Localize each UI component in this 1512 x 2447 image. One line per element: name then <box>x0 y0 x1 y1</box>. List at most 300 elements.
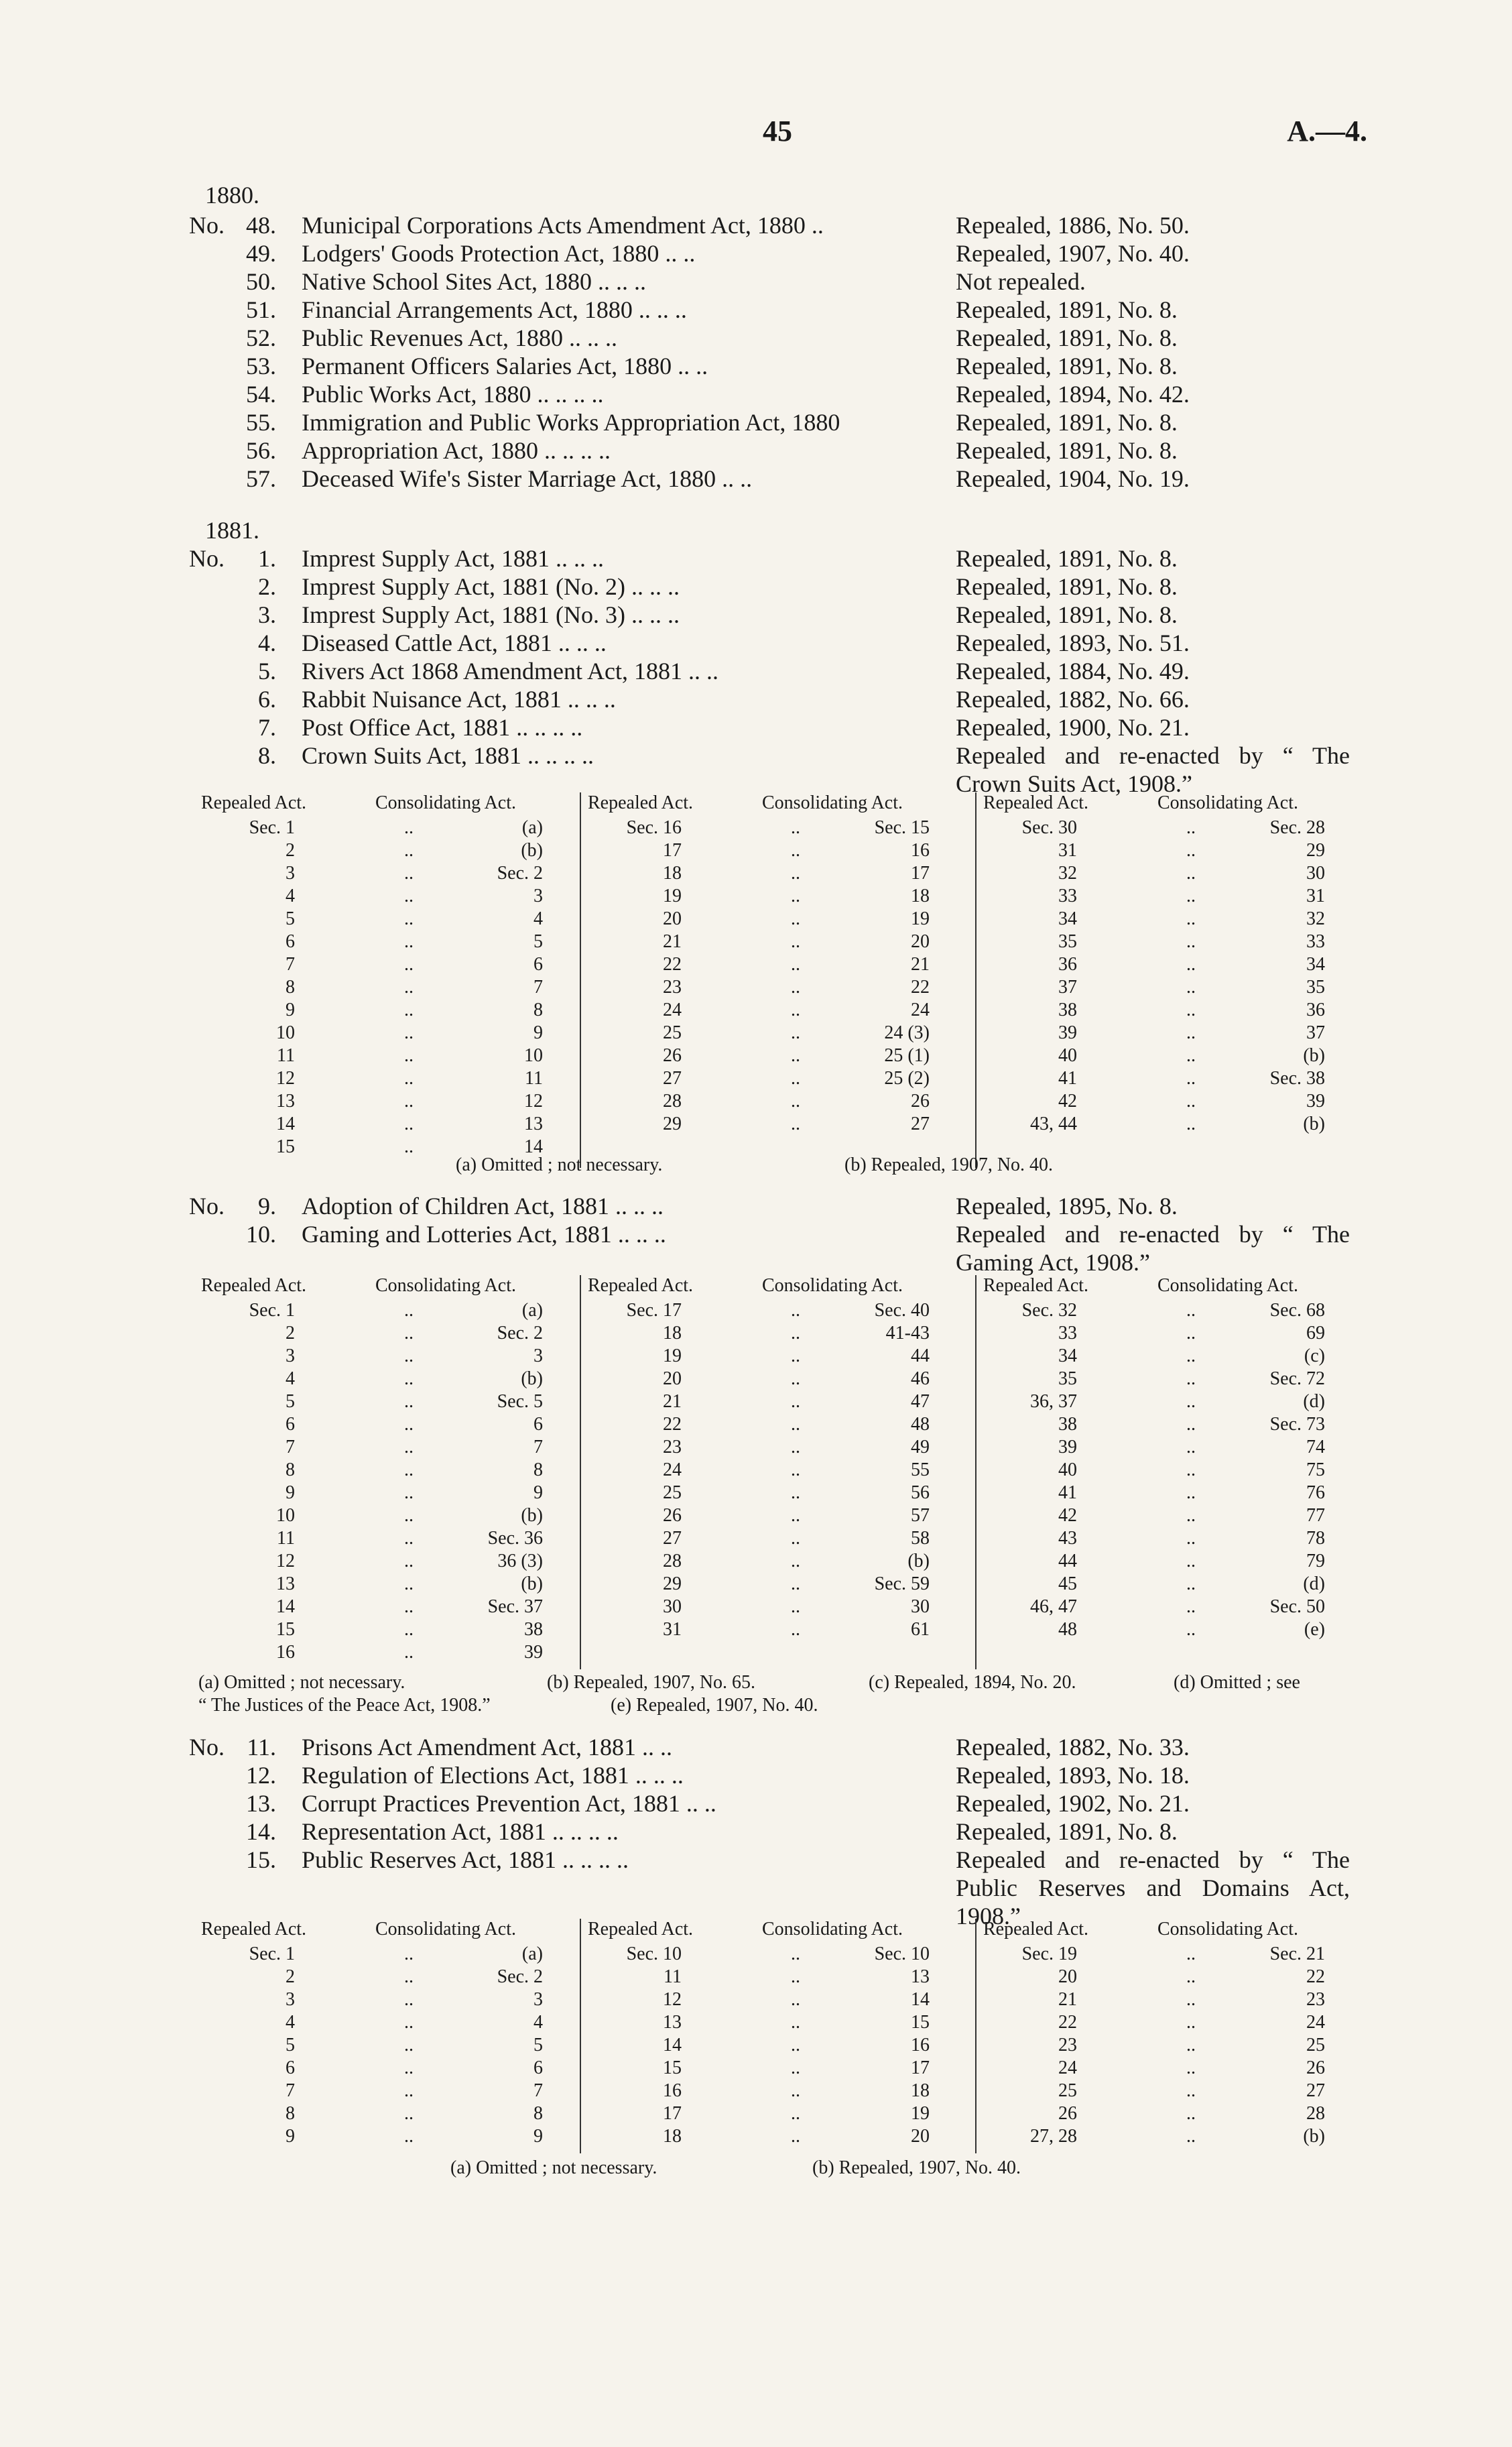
act-status: Repealed, 1894, No. 42. <box>956 381 1190 408</box>
consolidating-section: Sec. 38 <box>1269 1068 1325 1089</box>
consolidating-act-header: Consolidating Act. <box>762 1275 903 1296</box>
consolidating-section: 39 <box>524 1642 543 1663</box>
leader-dots: .. <box>791 1966 800 1987</box>
act-entry <box>189 408 1355 436</box>
table-note-b: (b) Repealed, 1907, No. 40. <box>844 1154 1054 1175</box>
leader-dots: .. <box>1186 2103 1196 2124</box>
act-number: 15. <box>246 1846 276 1873</box>
table-row <box>976 931 1355 953</box>
act-status: Repealed, 1891, No. 8. <box>956 1818 1178 1845</box>
consolidating-section: 39 <box>1306 1091 1325 1112</box>
consolidating-section: (b) <box>1303 2126 1325 2147</box>
repealed-section: 40 <box>1058 1459 1077 1480</box>
consolidating-section: 3 <box>533 1989 543 2010</box>
act-entry <box>189 713 1355 741</box>
consolidating-section: (a) <box>521 1300 543 1321</box>
leader-dots: .. <box>791 1391 800 1412</box>
leader-dots: .. <box>791 1323 800 1344</box>
repealed-section: Sec. 1 <box>249 1944 295 1964</box>
act-title: Native School Sites Act, 1880 .. .. .. <box>302 268 646 295</box>
table-row <box>194 1550 570 1572</box>
repealed-section: 20 <box>1058 1966 1077 1987</box>
act-entry <box>189 1220 1355 1276</box>
table-row <box>976 999 1355 1021</box>
leader-dots: .. <box>791 1000 800 1020</box>
table-row <box>976 1618 1355 1640</box>
leader-dots: .. <box>1186 1368 1196 1389</box>
act-title: Rivers Act 1868 Amendment Act, 1881 .. .. <box>302 658 718 684</box>
repealed-section: 28 <box>663 1091 682 1112</box>
table-row <box>194 1090 570 1112</box>
consolidating-section: 32 <box>1306 908 1325 929</box>
act-number: 51. <box>246 296 276 323</box>
repealed-section: 25 <box>1058 2080 1077 2101</box>
repealed-section: 22 <box>663 1414 682 1435</box>
repealed-section: 6 <box>286 2057 295 2078</box>
leader-dots: .. <box>1186 1596 1196 1617</box>
act-no-label: No. <box>189 1193 225 1219</box>
consolidating-section: 22 <box>911 977 930 998</box>
repealed-section: 27 <box>663 1528 682 1549</box>
table-column <box>580 1275 966 1669</box>
table-row <box>581 1482 966 1504</box>
leader-dots: .. <box>404 886 414 906</box>
table-note-a: (a) Omitted ; not necessary. <box>198 1672 405 1693</box>
leader-dots: .. <box>1186 931 1196 952</box>
consolidating-section: (b) <box>521 1505 543 1526</box>
table-row <box>194 976 570 998</box>
table-row <box>976 1436 1355 1458</box>
repealed-section: 5 <box>286 1391 295 1412</box>
table-row <box>976 862 1355 884</box>
leader-dots: .. <box>1186 1573 1196 1594</box>
leader-dots: .. <box>1186 977 1196 998</box>
repealed-section: 2 <box>286 1323 295 1344</box>
leader-dots: .. <box>791 2080 800 2101</box>
repealed-section: 15 <box>276 1619 295 1640</box>
leader-dots: .. <box>791 931 800 952</box>
leader-dots: .. <box>404 1966 414 1987</box>
consolidating-section: 14 <box>911 1989 930 2010</box>
repealed-section: Sec. 19 <box>1021 1944 1077 1964</box>
consolidating-section: 8 <box>533 1459 543 1480</box>
table-column <box>194 1919 570 2153</box>
act-number: 54. <box>246 381 276 408</box>
table-row <box>194 1459 570 1481</box>
act-entry <box>189 465 1355 493</box>
act-number: 2. <box>258 573 276 600</box>
table-row <box>194 1988 570 2011</box>
consolidating-section: 41-43 <box>885 1323 930 1344</box>
table-column <box>194 792 570 1168</box>
act-title: Public Reserves Act, 1881 .. .. .. .. <box>302 1846 629 1873</box>
table-row <box>976 1459 1355 1481</box>
leader-dots: .. <box>1186 1114 1196 1134</box>
act-number: 1. <box>258 545 276 572</box>
act-number: 49. <box>246 240 276 267</box>
repealed-section: 20 <box>663 1368 682 1389</box>
consolidating-section: 9 <box>533 2126 543 2147</box>
leader-dots: .. <box>404 1642 414 1663</box>
table-row <box>194 1573 570 1595</box>
leader-dots: .. <box>404 1596 414 1617</box>
leader-dots: .. <box>1186 1068 1196 1089</box>
table-row <box>976 2011 1355 2033</box>
repealed-section: 24 <box>1058 2057 1077 2078</box>
table-row <box>194 1345 570 1367</box>
consolidating-section: 11 <box>525 1068 543 1089</box>
consolidating-section: 8 <box>533 2103 543 2124</box>
leader-dots: .. <box>404 863 414 884</box>
acts-list-1880 <box>189 211 1355 493</box>
repealed-section: 27 <box>663 1068 682 1089</box>
repealed-section: 14 <box>663 2035 682 2055</box>
act-entry <box>189 211 1355 239</box>
table-row <box>194 1641 570 1663</box>
table-row <box>581 2057 966 2079</box>
act-title: Gaming and Lotteries Act, 1881 .. .. .. <box>302 1221 666 1248</box>
crown-suits-section-table <box>194 792 1354 1168</box>
repealed-section: Sec. 10 <box>626 1944 682 1964</box>
leader-dots: .. <box>1186 1944 1196 1964</box>
table-column <box>975 1275 1355 1669</box>
table-note-b: (b) Repealed, 1907, No. 40. <box>812 2157 1021 2178</box>
leader-dots: .. <box>791 1091 800 1112</box>
act-number: 11. <box>247 1734 276 1760</box>
leader-dots: .. <box>1186 1619 1196 1640</box>
table-row <box>581 1618 966 1640</box>
consolidating-section: 26 <box>1306 2057 1325 2078</box>
leader-dots: .. <box>404 1573 414 1594</box>
consolidating-section: 15 <box>911 2012 930 2033</box>
table-row <box>194 931 570 953</box>
leader-dots: .. <box>404 2126 414 2147</box>
leader-dots: .. <box>1186 1391 1196 1412</box>
table-row <box>976 1943 1355 1965</box>
leader-dots: .. <box>791 1505 800 1526</box>
act-number: 5. <box>258 658 276 684</box>
act-status: Repealed, 1895, No. 8. <box>956 1193 1178 1219</box>
consolidating-section: (b) <box>907 1551 930 1571</box>
repealed-section: 33 <box>1058 886 1077 906</box>
consolidating-section: 27 <box>1306 2080 1325 2101</box>
consolidating-section: 47 <box>911 1391 930 1412</box>
consolidating-section: Sec. 28 <box>1269 817 1325 838</box>
consolidating-section: 78 <box>1306 1528 1325 1549</box>
leader-dots: .. <box>404 1022 414 1043</box>
consolidating-section: 36 <box>1306 1000 1325 1020</box>
leader-dots: .. <box>1186 886 1196 906</box>
act-entry <box>189 352 1355 380</box>
leader-dots: .. <box>1186 1022 1196 1043</box>
consolidating-section: 26 <box>911 1091 930 1112</box>
leader-dots: .. <box>791 908 800 929</box>
leader-dots: .. <box>1186 2126 1196 2147</box>
act-title: Representation Act, 1881 .. .. .. .. <box>302 1818 619 1845</box>
table-row <box>194 1113 570 1135</box>
table-row <box>976 2102 1355 2125</box>
act-entry <box>189 573 1355 601</box>
leader-dots: .. <box>791 1437 800 1457</box>
leader-dots: .. <box>1186 2057 1196 2078</box>
act-number: 9. <box>258 1193 276 1219</box>
repealed-section: 36 <box>1058 954 1077 975</box>
table-row <box>581 1045 966 1067</box>
leader-dots: .. <box>1186 1459 1196 1480</box>
consolidating-section: (b) <box>521 1368 543 1389</box>
repealed-section: 15 <box>663 2057 682 2078</box>
acts-list-1881-part-2 <box>189 1192 1355 1276</box>
table-row <box>976 2125 1355 2147</box>
repealed-section: 19 <box>663 886 682 906</box>
act-status: Repealed, 1893, No. 51. <box>956 630 1190 656</box>
repealed-section: 12 <box>663 1989 682 2010</box>
act-number: 57. <box>246 465 276 492</box>
leader-dots: .. <box>1186 840 1196 861</box>
table-row <box>976 953 1355 975</box>
consolidating-section: 10 <box>524 1045 543 1066</box>
table-row <box>194 1390 570 1413</box>
consolidating-act-header: Consolidating Act. <box>375 1275 516 1296</box>
consolidating-section: (a) <box>521 1944 543 1964</box>
leader-dots: .. <box>791 1300 800 1321</box>
table-column-header <box>976 1275 1355 1298</box>
leader-dots: .. <box>1186 2080 1196 2101</box>
table-row <box>194 862 570 884</box>
leader-dots: .. <box>791 2103 800 2124</box>
table-note-b: (b) Repealed, 1907, No. 65. <box>547 1672 756 1693</box>
table-column-header <box>581 792 966 815</box>
consolidating-section: Sec. 68 <box>1269 1300 1325 1321</box>
consolidating-section: 36 (3) <box>497 1551 543 1571</box>
table-column <box>580 1919 966 2153</box>
table-row <box>581 1090 966 1112</box>
act-number: 7. <box>258 714 276 741</box>
consolidating-section: 33 <box>1306 931 1325 952</box>
table-row <box>581 1943 966 1965</box>
consolidating-act-header: Consolidating Act. <box>375 1919 516 1939</box>
consolidating-section: 16 <box>911 2035 930 2055</box>
table-row <box>194 1067 570 1089</box>
act-number: 12. <box>246 1762 276 1789</box>
table-row <box>581 1113 966 1135</box>
consolidating-section: 61 <box>911 1619 930 1640</box>
table-row <box>976 1390 1355 1413</box>
table-row <box>976 1090 1355 1112</box>
leader-dots: .. <box>404 1068 414 1089</box>
leader-dots: .. <box>791 954 800 975</box>
leader-dots: .. <box>1186 2012 1196 2033</box>
consolidating-section: 20 <box>911 931 930 952</box>
leader-dots: .. <box>404 1114 414 1134</box>
table-row <box>976 1527 1355 1549</box>
repealed-section: 5 <box>286 2035 295 2055</box>
act-status: Repealed, 1882, No. 66. <box>956 686 1190 713</box>
consolidating-section: Sec. 2 <box>497 1323 543 1344</box>
repealed-section: 31 <box>1058 840 1077 861</box>
leader-dots: .. <box>404 1391 414 1412</box>
leader-dots: .. <box>404 817 414 838</box>
consolidating-section: 48 <box>911 1414 930 1435</box>
table-column-header <box>194 792 570 815</box>
table-row <box>194 999 570 1021</box>
table-row <box>976 1596 1355 1618</box>
leader-dots: .. <box>791 1551 800 1571</box>
table-row <box>976 1368 1355 1390</box>
leader-dots: .. <box>1186 954 1196 975</box>
act-entry <box>189 657 1355 685</box>
table-row <box>976 1504 1355 1527</box>
consolidating-section: 21 <box>911 954 930 975</box>
table-row <box>194 2057 570 2079</box>
table-row <box>581 1550 966 1572</box>
act-status: Repealed and re-enacted by “ The Public Reserves and Domains Act, 1908.” <box>956 1846 1350 1929</box>
act-title: Appropriation Act, 1880 .. .. .. .. <box>302 437 611 464</box>
repealed-section: 40 <box>1058 1045 1077 1066</box>
leader-dots: .. <box>1186 1989 1196 2010</box>
table-column-header <box>194 1919 570 1942</box>
table-row <box>194 1022 570 1044</box>
table-row <box>581 1345 966 1367</box>
leader-dots: .. <box>791 1045 800 1066</box>
consolidating-section: (c) <box>1304 1346 1325 1366</box>
consolidating-section: 30 <box>911 1596 930 1617</box>
repealed-section: 4 <box>286 1368 295 1389</box>
consolidating-section: 8 <box>533 1000 543 1020</box>
consolidating-section: 16 <box>911 840 930 861</box>
leader-dots: .. <box>1186 1482 1196 1503</box>
leader-dots: .. <box>791 2035 800 2055</box>
table-row <box>976 1966 1355 1988</box>
repealed-section: 42 <box>1058 1505 1077 1526</box>
leader-dots: .. <box>791 1528 800 1549</box>
leader-dots: .. <box>1186 1091 1196 1112</box>
leader-dots: .. <box>791 840 800 861</box>
act-number: 50. <box>246 268 276 295</box>
repealed-section: Sec. 30 <box>1021 817 1077 838</box>
consolidating-section: 24 <box>1306 2012 1325 2033</box>
table-row <box>194 839 570 861</box>
act-entry <box>189 324 1355 352</box>
act-entry <box>189 629 1355 657</box>
table-row <box>976 1573 1355 1595</box>
repealed-section: 25 <box>663 1482 682 1503</box>
repealed-section: 36, 37 <box>1030 1391 1077 1412</box>
consolidating-section: 14 <box>524 1136 543 1157</box>
repealed-section: 27, 28 <box>1030 2126 1077 2147</box>
consolidating-section: 37 <box>1306 1022 1325 1043</box>
repealed-section: 3 <box>286 863 295 884</box>
consolidating-section: 29 <box>1306 840 1325 861</box>
act-entry <box>189 741 1355 798</box>
leader-dots: .. <box>791 1068 800 1089</box>
leader-dots: .. <box>404 1414 414 1435</box>
table-row <box>581 931 966 953</box>
table-row <box>194 885 570 907</box>
table-row <box>976 908 1355 930</box>
act-title: Imprest Supply Act, 1881 (No. 2) .. .. .. <box>302 573 680 600</box>
table-row <box>976 1322 1355 1344</box>
repealed-section: 14 <box>276 1114 295 1134</box>
repealed-section: 3 <box>286 1346 295 1366</box>
leader-dots: .. <box>404 954 414 975</box>
act-number: 55. <box>246 409 276 436</box>
consolidating-section: 25 (1) <box>884 1045 930 1066</box>
consolidating-section: Sec. 40 <box>874 1300 930 1321</box>
repealed-section: 34 <box>1058 1346 1077 1366</box>
table-row <box>976 976 1355 998</box>
consolidating-section: 13 <box>524 1114 543 1134</box>
leader-dots: .. <box>404 1323 414 1344</box>
table-row <box>581 2080 966 2102</box>
consolidating-section: Sec. 2 <box>497 863 543 884</box>
repealed-section: Sec. 1 <box>249 1300 295 1321</box>
table-row <box>194 817 570 839</box>
repealed-section: 21 <box>1058 1989 1077 2010</box>
consolidating-section: 6 <box>533 954 543 975</box>
repealed-act-header: Repealed Act. <box>983 1275 1089 1296</box>
repealed-section: 7 <box>286 954 295 975</box>
consolidating-section: Sec. 5 <box>497 1391 543 1412</box>
leader-dots: .. <box>404 1944 414 1964</box>
table-column-header <box>976 792 1355 815</box>
repealed-section: 12 <box>276 1551 295 1571</box>
repealed-section: 16 <box>276 1642 295 1663</box>
repealed-section: 26 <box>1058 2103 1077 2124</box>
repealed-section: 9 <box>286 1000 295 1020</box>
table-row <box>581 1368 966 1390</box>
table-row <box>976 817 1355 839</box>
table-row <box>581 1988 966 2011</box>
table-row <box>976 1345 1355 1367</box>
repealed-section: 23 <box>1058 2035 1077 2055</box>
table-row <box>976 1113 1355 1135</box>
leader-dots: .. <box>404 2080 414 2101</box>
repealed-section: 12 <box>276 1068 295 1089</box>
consolidating-section: 74 <box>1306 1437 1325 1457</box>
repealed-section: 46, 47 <box>1030 1596 1077 1617</box>
public-reserves-section-table <box>194 1919 1354 2153</box>
table-row <box>194 2125 570 2147</box>
consolidating-section: (b) <box>521 1573 543 1594</box>
repealed-section: 14 <box>276 1596 295 1617</box>
document-reference: A.—4. <box>1287 115 1367 147</box>
table-row <box>581 1527 966 1549</box>
leader-dots: .. <box>1186 1437 1196 1457</box>
leader-dots: .. <box>404 2035 414 2055</box>
table-row <box>581 2011 966 2033</box>
repealed-section: 25 <box>663 1022 682 1043</box>
consolidating-section: 34 <box>1306 954 1325 975</box>
table-row <box>581 1459 966 1481</box>
repealed-section: 11 <box>277 1045 295 1066</box>
table-row <box>976 885 1355 907</box>
leader-dots: .. <box>404 1459 414 1480</box>
consolidating-act-header: Consolidating Act. <box>762 1919 903 1939</box>
consolidating-act-header: Consolidating Act. <box>1157 1919 1298 1939</box>
act-number: 6. <box>258 686 276 713</box>
repealed-section: 30 <box>663 1596 682 1617</box>
consolidating-section: 12 <box>524 1091 543 1112</box>
repealed-section: 6 <box>286 1414 295 1435</box>
consolidating-section: Sec. 73 <box>1269 1414 1325 1435</box>
repealed-section: 29 <box>663 1114 682 1134</box>
leader-dots: .. <box>791 1482 800 1503</box>
consolidating-section: 79 <box>1306 1551 1325 1571</box>
table-row <box>976 1299 1355 1321</box>
leader-dots: .. <box>791 1414 800 1435</box>
consolidating-section: 28 <box>1306 2103 1325 2124</box>
